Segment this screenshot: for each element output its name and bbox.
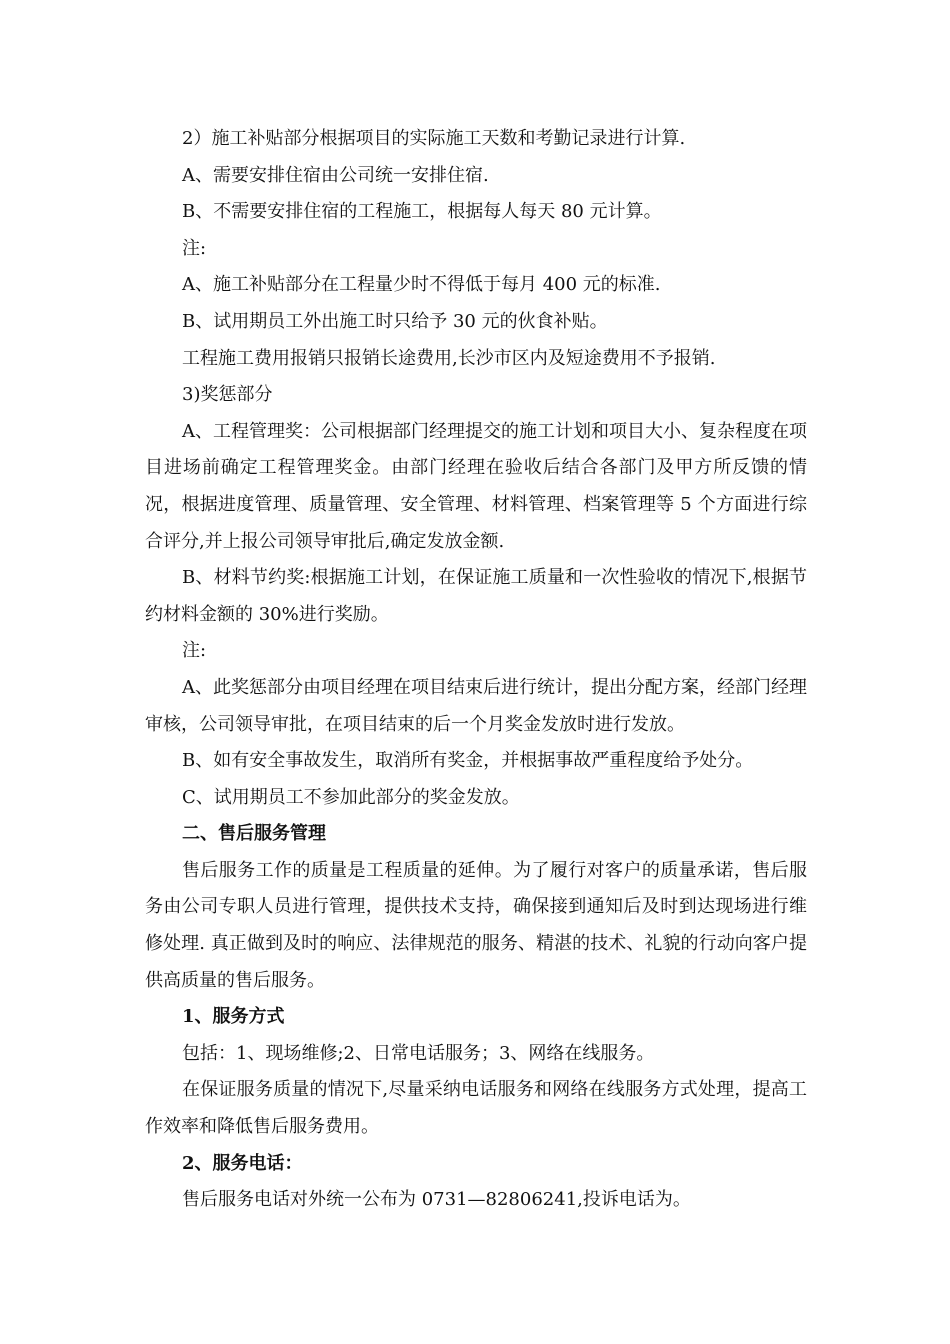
paragraph-service-list: 包括：1、现场维修;2、日常电话服务；3、网络在线服务。 (182, 1042, 655, 1064)
paragraph-service-phone: 售后服务电话对外统一公布为 0731—82806241,投诉电话为。 (182, 1189, 691, 1211)
paragraph-note-probation-award: C、试用期员工不参加此部分的奖金发放。 (182, 786, 520, 808)
document-page (145, 121, 807, 1219)
paragraph-note-probation-meal: B、试用期员工外出施工时只给予 30 元的伙食补贴。 (182, 310, 608, 332)
paragraph-note-minimum: A、施工补贴部分在工程量少时不得低于每月 400 元的标准. (182, 274, 661, 296)
paragraph-reimbursement: 工程施工费用报销只报销长途费用,长沙市区内及短途费用不予报销. (182, 347, 716, 369)
paragraph-after-sales-intro: 售后服务工作的质量是工程质量的延伸。为了履行对客户的质量承诺，售后服务由公司专职人员进行管理，提供技术支持，确保接到通知后及时到达现场进行维修处理. 真正做到及时的响应、法律规范的服务、精湛的技术、礼貌的行动向客户提供高质量的售后服务。 (145, 859, 807, 991)
subheading-service-method: 1、服务方式 (182, 1006, 285, 1028)
paragraph-note-label: 注: (182, 237, 207, 259)
paragraph-note-distribution: A、此奖惩部分由项目经理在项目结束后进行统计，提出分配方案，经部门经理审核，公司领导审批，在项目结束的后一个月奖金发放时进行发放。 (145, 676, 807, 735)
paragraph-subsidy-calculation: 2）施工补贴部分根据项目的实际施工天数和考勤记录进行计算. (182, 128, 686, 149)
paragraph-note-label-2: 注: (182, 640, 207, 662)
paragraph-service-preference: 在保证服务质量的情况下,尽量采纳电话服务和网络在线服务方式处理，提高工作效率和降低售后服务费用。 (145, 1079, 807, 1138)
subheading-service-phone: 2、服务电话： (182, 1152, 303, 1174)
paragraph-material-award: B、材料节约奖:根据施工计划，在保证施工质量和一次性验收的情况下,根据节约材料金额的 30%进行奖励。 (145, 567, 807, 625)
section-heading-after-sales: 二、售后服务管理 (182, 823, 326, 845)
paragraph-note-accident: B、如有安全事故发生，取消所有奖金，并根据事故严重程度给予处分。 (182, 750, 754, 772)
paragraph-lodging-arranged: A、需要安排住宿由公司统一安排住宿. (182, 164, 489, 186)
paragraph-management-award: A、工程管理奖：公司根据部门经理提交的施工计划和项目大小、复杂程度在项目进场前确定工程管理奖金。由部门经理在验收后结合各部门及甲方所反馈的情况，根据进度管理、质量管理、安全管理、材料管理、档案管理等 5 个方面进行综合评分,并上报公司领导审批后,确定发放金额. (145, 420, 807, 552)
paragraph-reward-heading: 3)奖惩部分 (182, 384, 273, 406)
paragraph-no-lodging: B、不需要安排住宿的工程施工，根据每人每天 80 元计算。 (182, 201, 662, 223)
